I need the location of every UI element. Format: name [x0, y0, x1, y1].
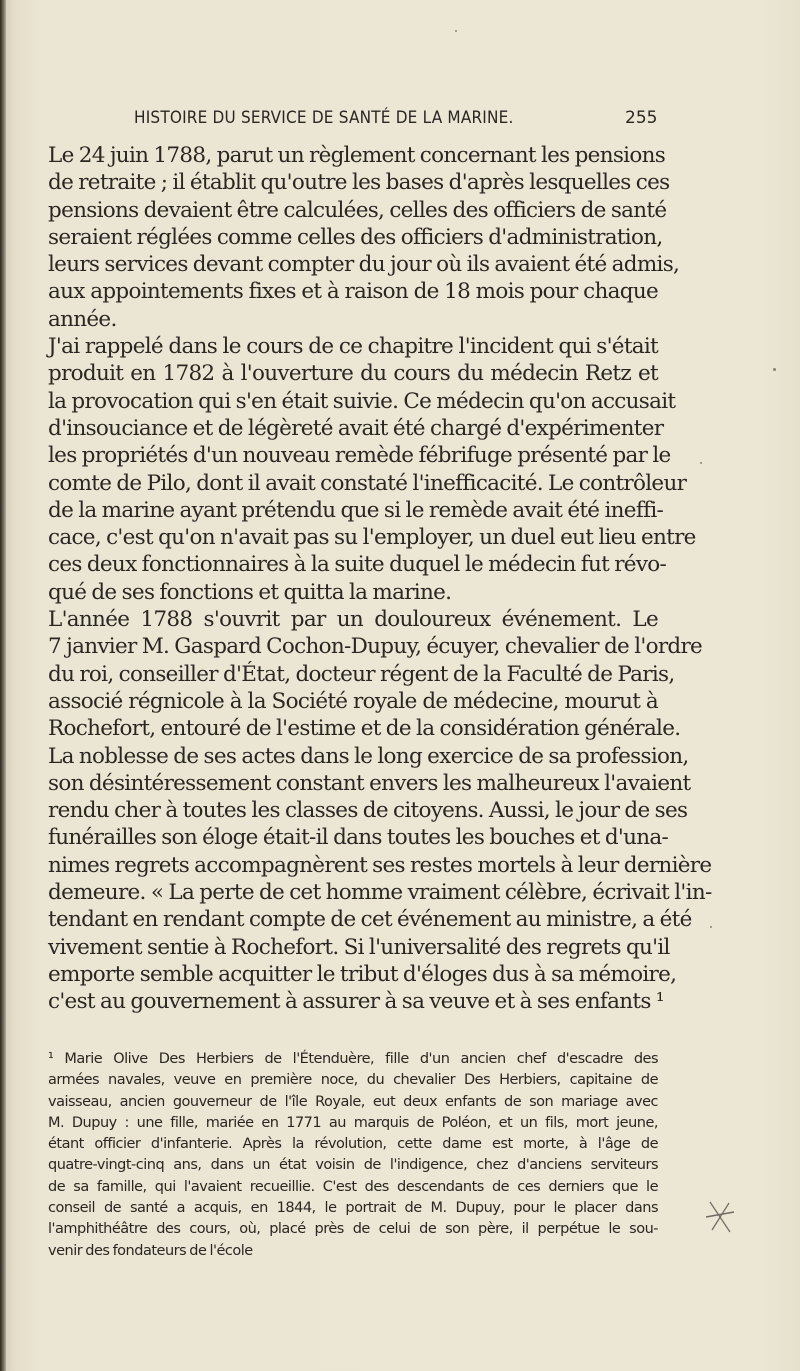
text-line: Le 24 juin 1788, parut un règlement concernant les pensions [48, 143, 666, 168]
text-line: les propriétés d'un nouveau remède fébrifuge présenté par le [48, 443, 671, 469]
text-line: année. [48, 306, 117, 332]
paper-speck [773, 368, 776, 371]
footnote-line: armées navales, veuve en première noce, du chevalier Des Herbiers, capitaine de [48, 1072, 658, 1089]
text-line: seraient réglées comme celles des officiers d'administration, [48, 224, 663, 250]
text-line: ces deux fonctionnaires à la suite duquel le médecin fut révo- [48, 552, 667, 578]
text-line: leurs services devant compter du jour où ils avaient été admis, [48, 252, 680, 278]
text-line: L'année 1788 s'ouvrit par un douloureux événement. Le [48, 607, 658, 633]
text-line: vivement sentie à Rochefort. Si l'universalité des regrets qu'il [48, 934, 670, 960]
page-binding-edge [0, 0, 6, 1371]
text-line: de retraite ; il établit qu'outre les bases d'après lesquelles ces [48, 170, 670, 196]
text-line: rendu cher à toutes les classes de citoyens. Aussi, le jour de ses [48, 798, 688, 824]
text-line: c'est au gouvernement à assurer à sa veuve et à ses enfants ¹ [48, 989, 664, 1015]
running-title: HISTOIRE DU SERVICE DE SANTÉ DE LA MARINE. [134, 108, 514, 128]
text-line: cace, c'est qu'on n'avait pas su l'employer, un duel eut lieu entre [48, 525, 696, 551]
text-line: aux appointements fixes et à raison de 18 mois pour chaque [48, 279, 658, 305]
text-line: associé régnicole à la Société royale de médecine, mourut à [48, 688, 658, 714]
text-line: La noblesse de ses actes dans le long exercice de sa profession, [48, 743, 689, 769]
running-header [48, 108, 658, 134]
footnote-line: M. Dupuy : une fille, mariée en 1771 au marquis de Poléon, et un fils, mort jeune, [48, 1114, 658, 1131]
footnote-line: étant officier d'infanterie. Après la révolution, cette dame est morte, à l'âge de [48, 1136, 658, 1153]
text-line: J'ai rappelé dans le cours de ce chapitre l'incident qui s'était [48, 334, 658, 360]
text-line: emporte semble acquitter le tribut d'éloges dus à sa mémoire, [48, 961, 677, 987]
body-text [48, 142, 712, 1016]
paper-speck [700, 462, 702, 464]
text-line: 7 janvier M. Gaspard Cochon-Dupuy, écuyer, chevalier de l'ordre [48, 634, 703, 660]
text-line: pensions devaient être calculées, celles des officiers de santé [48, 197, 667, 223]
paper-speck [455, 30, 457, 32]
handwritten-margin-mark [702, 1198, 738, 1236]
footnotes [48, 1049, 658, 1262]
text-line: son désintéressement constant envers les malheureux l'avaient [48, 770, 691, 796]
text-line: Rochefort, entouré de l'estime et de la considération générale. [48, 716, 681, 742]
text-line: produit en 1782 à l'ouverture du cours du médecin Retz et [48, 361, 658, 387]
paper-speck [710, 926, 712, 928]
text-line: de la marine ayant prétendu que si le remède avait été ineffi- [48, 497, 664, 523]
footnote-line: vaisseau, ancien gouverneur de l'île Royale, eut deux enfants de son mariage avec [48, 1093, 658, 1110]
text-line: qué de ses fonctions et quitta la marine. [48, 579, 452, 605]
page-number: 255 [625, 108, 658, 128]
text-line: nimes regrets accompagnèrent ses restes mortels à leur dernière [48, 852, 712, 878]
text-line: comte de Pilo, dont il avait constaté l'inefficacité. Le contrôleur [48, 470, 687, 496]
footnote-line: conseil de santé a acquis, en 1844, le portrait de M. Dupuy, pour le placer dans [48, 1200, 658, 1217]
footnote-line: venir des fondateurs de l'école [48, 1242, 253, 1259]
text-line: du roi, conseiller d'État, docteur régent de la Faculté de Paris, [48, 661, 675, 687]
text-line: demeure. « La perte de cet homme vraiment célèbre, écrivait l'in- [48, 880, 712, 906]
footnote-line: ¹ Marie Olive Des Herbiers de l'Étenduère, fille d'un ancien chef d'escadre des [48, 1051, 658, 1067]
text-line: d'insouciance et de légèreté avait été chargé d'expérimenter [48, 415, 664, 441]
footnote-line: quatre-vingt-cinq ans, dans un état voisin de l'indigence, chez d'anciens serviteurs [48, 1157, 658, 1174]
footnote-line: l'amphithéâtre des cours, où, placé près de celui de son père, il perpétue le sou- [48, 1221, 658, 1238]
footnote-line: de sa famille, qui l'avaient recueillie. C'est des descendants de ces derniers que le [48, 1178, 658, 1195]
text-line: funérailles son éloge était-il dans toutes les bouches et d'una- [48, 825, 669, 851]
text-line: tendant en rendant compte de cet événement au ministre, a été [48, 907, 692, 933]
text-line: la provocation qui s'en était suivie. Ce médecin qu'on accusait [48, 388, 676, 414]
